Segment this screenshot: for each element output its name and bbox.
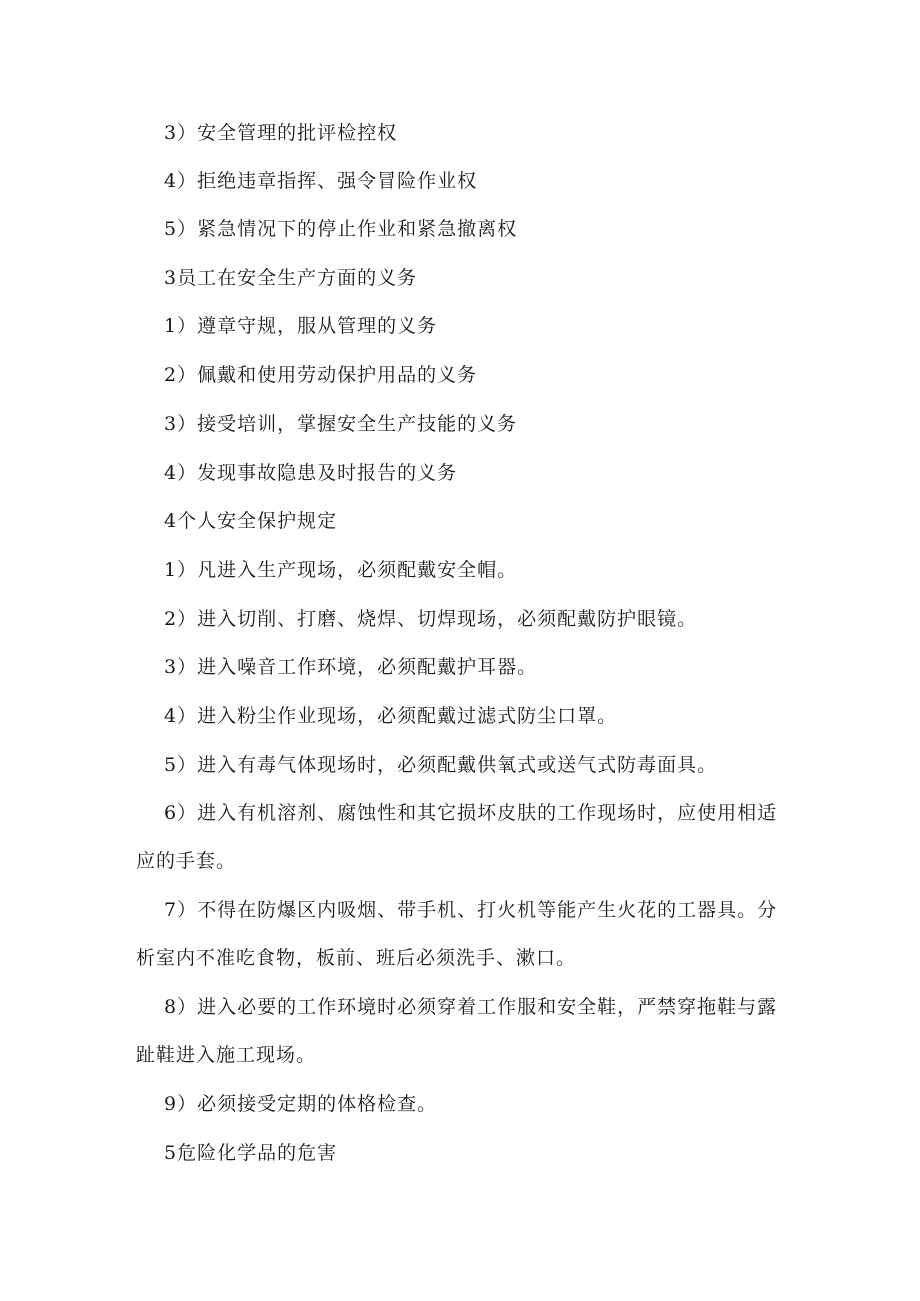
list-item: 6）进入有机溶剂、腐蚀性和其它损坏皮肤的工作现场时，应使用相适应的手套。 [136, 802, 778, 872]
section-heading: 3员工在安全生产方面的义务 [164, 267, 418, 289]
section-heading: 5危险化学品的危害 [164, 1142, 338, 1164]
list-item: 4）拒绝违章指挥、强令冒险作业权 [164, 170, 478, 192]
list-item: 3）接受培训，掌握安全生产技能的义务 [164, 413, 518, 435]
list-item: 3）进入噪音工作环境，必须配戴护耳器。 [164, 656, 538, 678]
list-item: 2）佩戴和使用劳动保护用品的义务 [164, 364, 478, 386]
list-item: 5）紧急情况下的停止作业和紧急撤离权 [164, 218, 518, 240]
list-item: 1）凡进入生产现场，必须配戴安全帽。 [164, 559, 518, 581]
list-item: 4）进入粉尘作业现场，必须配戴过滤式防尘口罩。 [164, 705, 618, 727]
list-item: 3）安全管理的批评检控权 [164, 122, 398, 144]
list-item: 5）进入有毒气体现场时，必须配戴供氧式或送气式防毒面具。 [164, 754, 718, 776]
list-item: 2）进入切削、打磨、烧焊、切焊现场，必须配戴防护眼镜。 [164, 608, 698, 630]
list-item: 8）进入必要的工作环境时必须穿着工作服和安全鞋，严禁穿拖鞋与露趾鞋进入施工现场。 [136, 996, 778, 1066]
section-heading: 4个人安全保护规定 [164, 510, 338, 532]
list-item: 1）遵章守规，服从管理的义务 [164, 315, 438, 337]
list-item: 4）发现事故隐患及时报告的义务 [164, 462, 458, 484]
list-item: 9）必须接受定期的体格检查。 [164, 1093, 438, 1115]
list-item: 7）不得在防爆区内吸烟、带手机、打火机等能产生火花的工器具。分析室内不准吃食物，板前、班后必须洗手、漱口。 [136, 899, 778, 969]
